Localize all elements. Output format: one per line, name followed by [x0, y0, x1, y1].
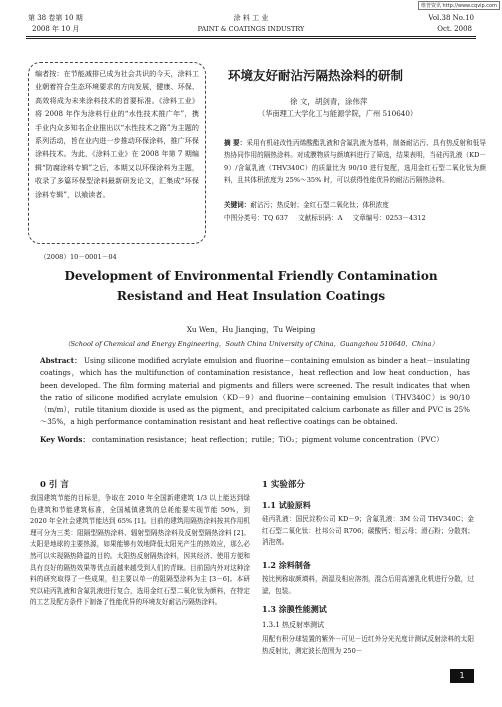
header-volume-en: Vol.38 No.10 [428, 14, 474, 22]
paper-title-cn: 环境友好耐沾污隔热涂料的研制 [228, 68, 404, 83]
abstract-en-text: Using silicone modified acrylate emulsion and fluorine－containing emulsion as binder a heat－insulating coatings，which has the multifunction of contamination resistance，heat reflection and low heat conduction，has been developed. The film forming material and pigments and fillers were screened. The result indicates that when the ratio of silicone modified acrylate emulsion（KD－9）and fluorine－containing emulsion（THV340C）is 90/10（m/m），rutile titanium dioxide is used as the pigment，and precipitated calcium carbonate as filler and PVC is 25%～35%，a high performance contamination resistant and heat reflective coatings can be obtained. [40, 356, 470, 427]
article-number: 文章编号：0253－4312 [352, 214, 426, 222]
abstract-en [40, 355, 470, 429]
paper-title-en-line1: Development of Environmental Friendly Contamination [64, 269, 438, 283]
keywords-en-text: contamination resistance；heat reflection；rutile；TiO₂；pigment volume concentration（PVC） [91, 435, 444, 444]
keywords-cn [224, 199, 486, 209]
page-number: 1 [450, 669, 474, 683]
affiliation-en: （School of Chemical and Energy Engineering，South China University of China，Guangzhou 510640，China） [63, 340, 439, 348]
keywords-cn-label: 关键词： [224, 201, 251, 209]
header-date-en: Oct. 2008 [437, 25, 472, 33]
subsection-heading-materials: 1.1 试验原料 [262, 500, 311, 510]
document-code: 文献标识码：A [298, 214, 343, 222]
section-heading-intro: 0 引 言 [40, 480, 69, 490]
abstract-en-label: Abstract： [40, 356, 82, 365]
classification-cn [224, 212, 486, 222]
article-id-line: （2008）10－0001－04 [40, 253, 117, 261]
header-date-cn: 2008 年 10 月 [32, 25, 80, 33]
header-rule-top [26, 36, 476, 37]
reflectance-paragraph: 用配有积分球装置的紫外－可见－近红外分光光度计测试反射涂料的太阳热反射比，测定波长范围为 250－ [262, 635, 474, 655]
authors-en: Xu Wen，Hu Jianqing，Tu Weiping [186, 325, 316, 334]
abstract-cn [224, 137, 486, 186]
clc-number: 中图分类号：TQ 637 [224, 214, 289, 222]
authors-cn: 徐 文，胡剑青，涂伟萍 [290, 97, 368, 106]
keywords-en [40, 434, 470, 446]
paper-title-en-line2: Resistand and Heat Insulation Coatings [116, 289, 386, 303]
subsection-heading-testing: 1.3 涂膜性能测试 [262, 604, 327, 614]
header-volume-cn: 第 38 卷第 10 期 [28, 14, 83, 22]
header-journal-en: PAINT & COATINGS INDUSTRY [197, 25, 305, 33]
abstract-cn-label: 摘 要： [224, 139, 247, 147]
watermark: 维普资讯 http://www.cqvip.com [418, 1, 500, 10]
header-rule-bottom [26, 38, 476, 39]
subsection-heading-preparation: 1.2 涂料制备 [262, 560, 311, 570]
paper-title-en [0, 266, 502, 306]
intro-paragraph: 我国建筑节能的目标是，争取在 2010 年全国新建建筑 1/3 以上能达到绿色建筑和节能建筑标准，全国城镇建筑的总耗能要实现节能 50%，到 2020 年全社会建筑节能达到 65% [1]。目前的建筑用隔热涂料按其作用机理可分为三类：阻隔型隔热涂料、辐射型隔热涂料及反射型隔热涂料 [2]。太阳是地球的主要热源，如果能够有效地降低太阳光产生的热效应，那么必然可以实现隔热降温的目的。太阳热反射隔热涂料，因其经济、使用方便和具有良好的隔热效果等优点而越来越受到人们的青睐。目前国内外对这种涂料的研究取得了一些成果，但主要以单一的阻隔型涂料为主 [3－6]。本研究以硅丙乳液和含氟乳液进行复合，选用金红石型二氧化钛为颜料，在特定的工艺及配方条件下制备了性能优异的环境友好耐沾污隔热涂料。 [30, 494, 250, 607]
subsubsection-heading-reflectance: 1.3.1 热反射率测试 [262, 621, 325, 629]
abstract-cn-text: 采用有机硅改性丙烯酸酯乳液和含氟乳液为基料，制备耐沾污、具有热反射和低导热协同作用的隔热涂料。对成膜物质与颜填料进行了筛选，结果表明，当硅丙乳液（KD－9）/含氟乳液（THV340C）的质量比为 90/10 进行复配，选用金红石型二氧化钛为颜料，且其体积浓度为 25%～35% 时，可以获得性能优异的耐沾污隔热涂料。 [224, 139, 487, 184]
affiliation-cn: （华南理工大学化工与能源学院，广州 510640） [258, 109, 418, 118]
preparation-paragraph: 按比例称取颜填料，润湿及相应溶剂，混合后用高速乳化机进行分散，过滤，包装。 [262, 575, 474, 595]
editor-note-box [28, 62, 206, 244]
materials-paragraph: 硅丙乳液：国民淀粉公司 KD－9；含氟乳液：3M 公司 THV340C；金红石型二氧化钛：杜邦公司 R706；碳酸钙；钼云母；滑石粉；分散剂；消泡剂。 [262, 515, 474, 547]
keywords-en-label: Key Words： [40, 435, 90, 444]
editor-note-text: 编者按：在节能减排已成为社会共识的今天，涂料工业朝着符合生态环境要求的方向发展，健康、环保、高效将成为未来涂料技术的首要标准。《涂料工业》将 2008 年作为涂料行业的“水性技术推广年”，携手业内众多知名企业推出以“水性技术之路”为主题的系列活动，旨在业内进一步推动环保涂料，推广环保涂料技术。为此，《涂料工业》在 2008 年第 7 期编辑“防腐涂料专辑”之后，本期又以环保涂料为主题，收录了多篇环保型涂料最新研发论文，汇集成“环保涂料专辑”，以飨读者。 [35, 69, 199, 199]
section-heading-experiment: 1 实验部分 [262, 480, 305, 490]
keywords-cn-text: 耐沾污；热反射；金红石型二氧化钛；体积浓度 [250, 201, 389, 209]
header-journal-cn: 涂 料 工 业 [233, 14, 269, 22]
